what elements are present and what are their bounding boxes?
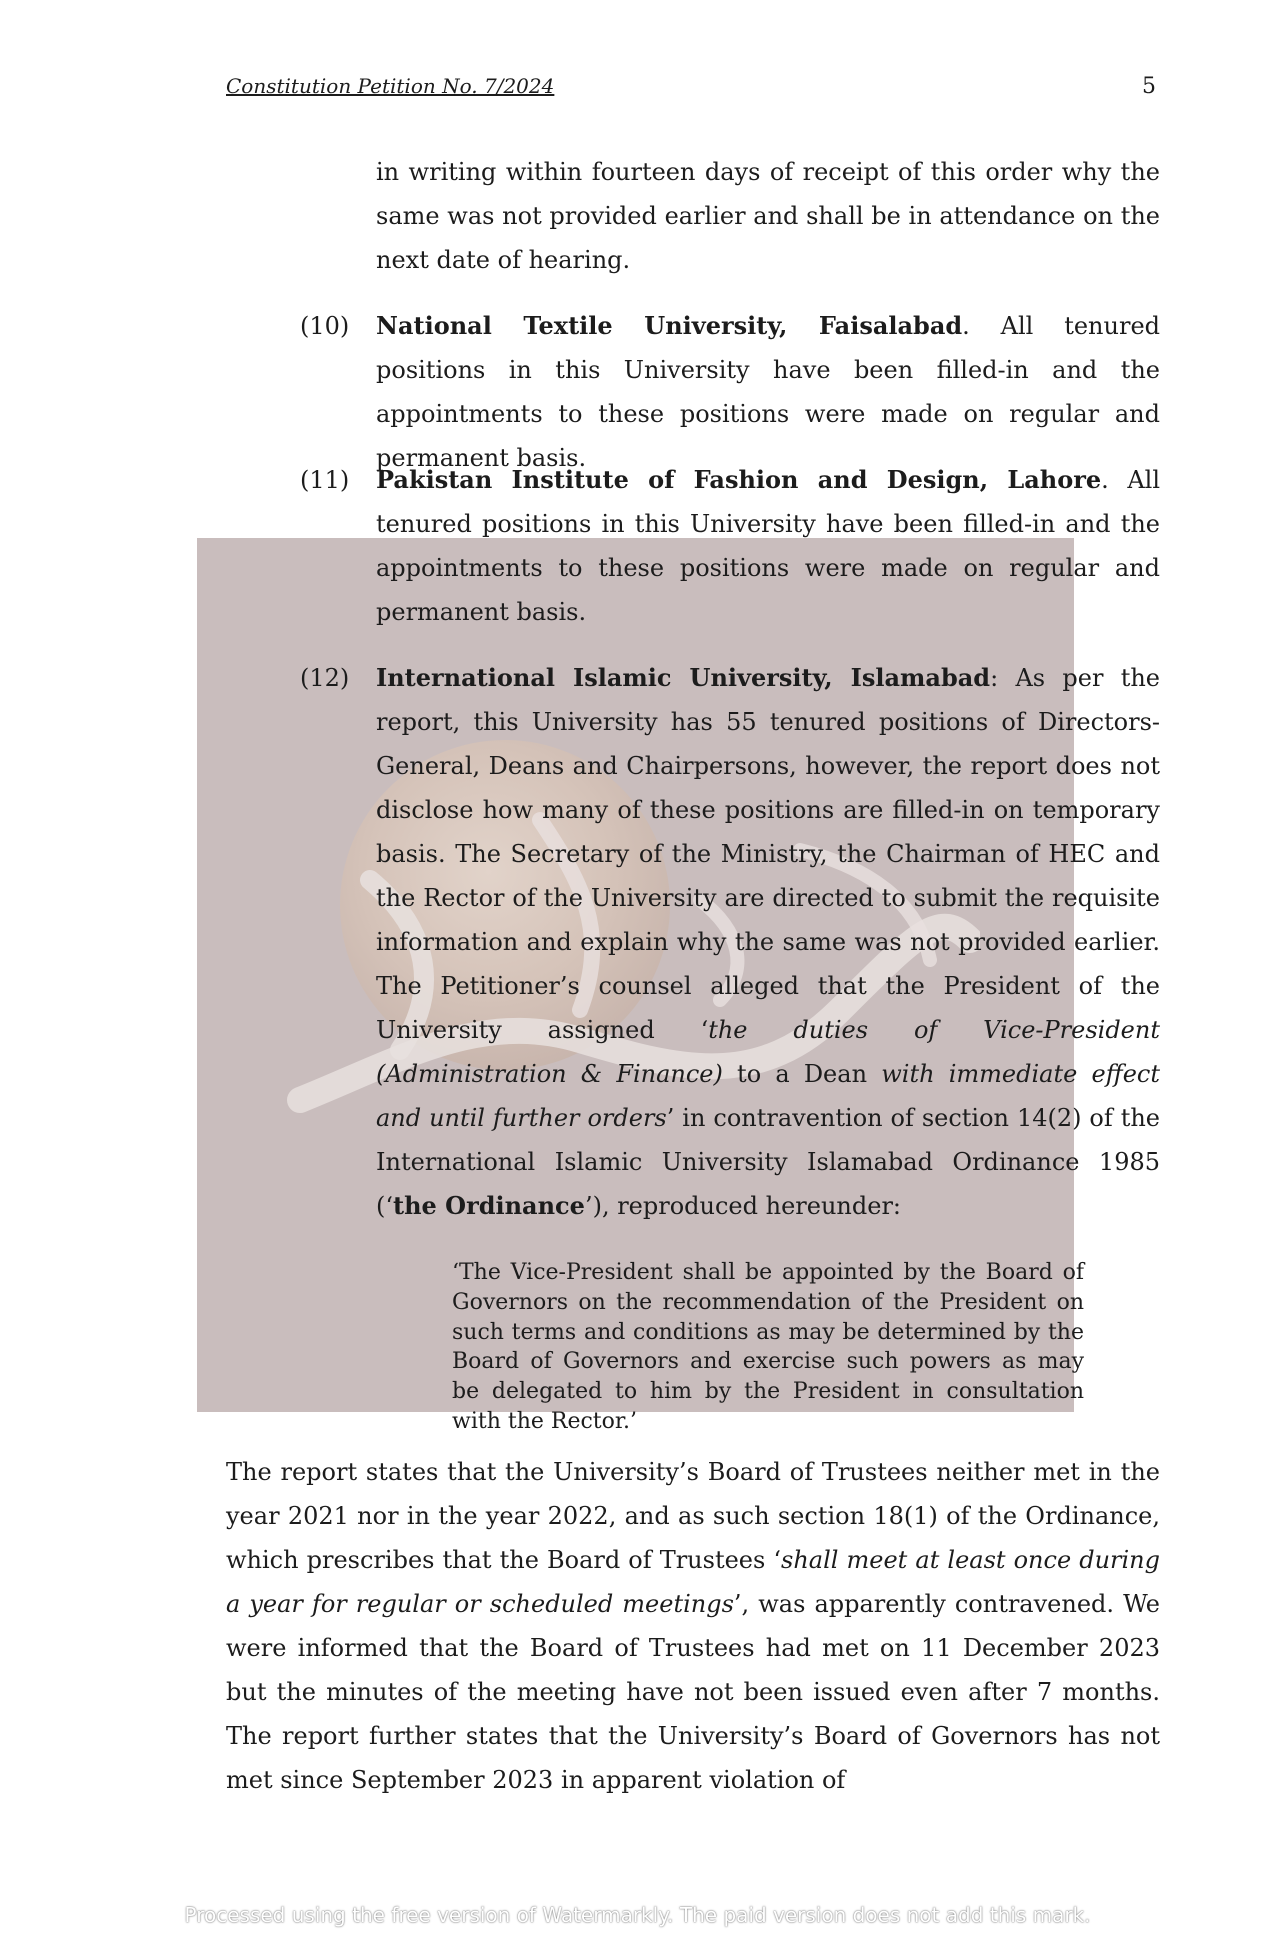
- case-title: Constitution Petition No. 7/2024: [226, 74, 555, 98]
- item-text: : As per the report, this University has 55 tenured positions of Directors-General, Deans and Chairpersons, however, the report does not disclose how many of these positions are filled-in on temporary basis. The Secretary of the Ministry, the Chairman of HEC and the Rector of the University are directed to submit the requisite information and explain why the same was not provided earlier. The Petitioner’s counsel alleged that the President of the University assigned ‘: [376, 664, 1161, 1044]
- page-number: 5: [1142, 74, 1156, 99]
- item-paragraph: [376, 458, 1160, 634]
- item-heading: Pakistan Institute of Fashion and Design, Lahore: [376, 465, 1102, 494]
- paragraph-text: The report states that the University’s Board of Trustees neither met in the year 2021 nor in the year 2022, and as such section 18(1) of the Ordinance, which prescribes that the Board of Trustees ‘: [226, 1458, 1160, 1574]
- item-paragraph: [376, 656, 1160, 1228]
- item-heading: National Textile University, Faisalabad: [376, 311, 963, 340]
- intro-paragraph: in writing within fourteen days of receipt of this order why the same was not provided earlier and shall be in attendance on the next date of hearing.: [376, 158, 1160, 274]
- item-text: ’ in contravention of section 14(2) of the International Islamic University Islamabad Ordinance 1985 (‘: [376, 1104, 1160, 1220]
- item-text: . All tenured positions in this University have been filled-in and the appointments to these positions were made on regular and permanent basis.: [376, 312, 1161, 472]
- defined-term: the Ordinance: [393, 1191, 585, 1220]
- item-text: ’), reproduced hereunder:: [584, 1192, 901, 1220]
- item-paragraph: [376, 304, 1160, 480]
- body-paragraph: [226, 1450, 1160, 1802]
- footer-watermark-text: Processed using the free version of Watermarkly. The paid version does not add this mark.: [184, 1903, 1091, 1927]
- item-italic-text: the duties of Vice-President (Administration & Finance): [376, 1016, 1160, 1088]
- item-number: (10): [300, 312, 350, 340]
- paragraph-text: ’, was apparently contravened. We were informed that the Board of Trustees had met on 11 December 2023 but the minutes of the meeting have not been issued even after 7 months. The report further states that the University’s Board of Governors has not met since September 2023 in apparent violation of: [226, 1590, 1160, 1794]
- item-number: (11): [300, 466, 350, 494]
- block-quote: ‘The Vice-President shall be appointed by the Board of Governors on the recommendation of the President on such terms and conditions as may be determined by the Board of Governors and exercise such powers as may be delegated to him by the President in consultation with the Rector.’: [452, 1260, 1084, 1434]
- paragraph-italic-text: shall meet at least once during a year for regular or scheduled meetings: [226, 1546, 1161, 1618]
- item-text: . All tenured positions in this University have been filled-in and the appointments to these positions were made on regular and permanent basis.: [376, 466, 1160, 626]
- item-text: to a Dean: [722, 1060, 882, 1088]
- item-heading: International Islamic University, Islamabad: [376, 663, 991, 692]
- item-italic-text: with immediate effect and until further orders: [376, 1060, 1160, 1132]
- item-number: (12): [300, 664, 350, 692]
- page-header: [226, 74, 1156, 98]
